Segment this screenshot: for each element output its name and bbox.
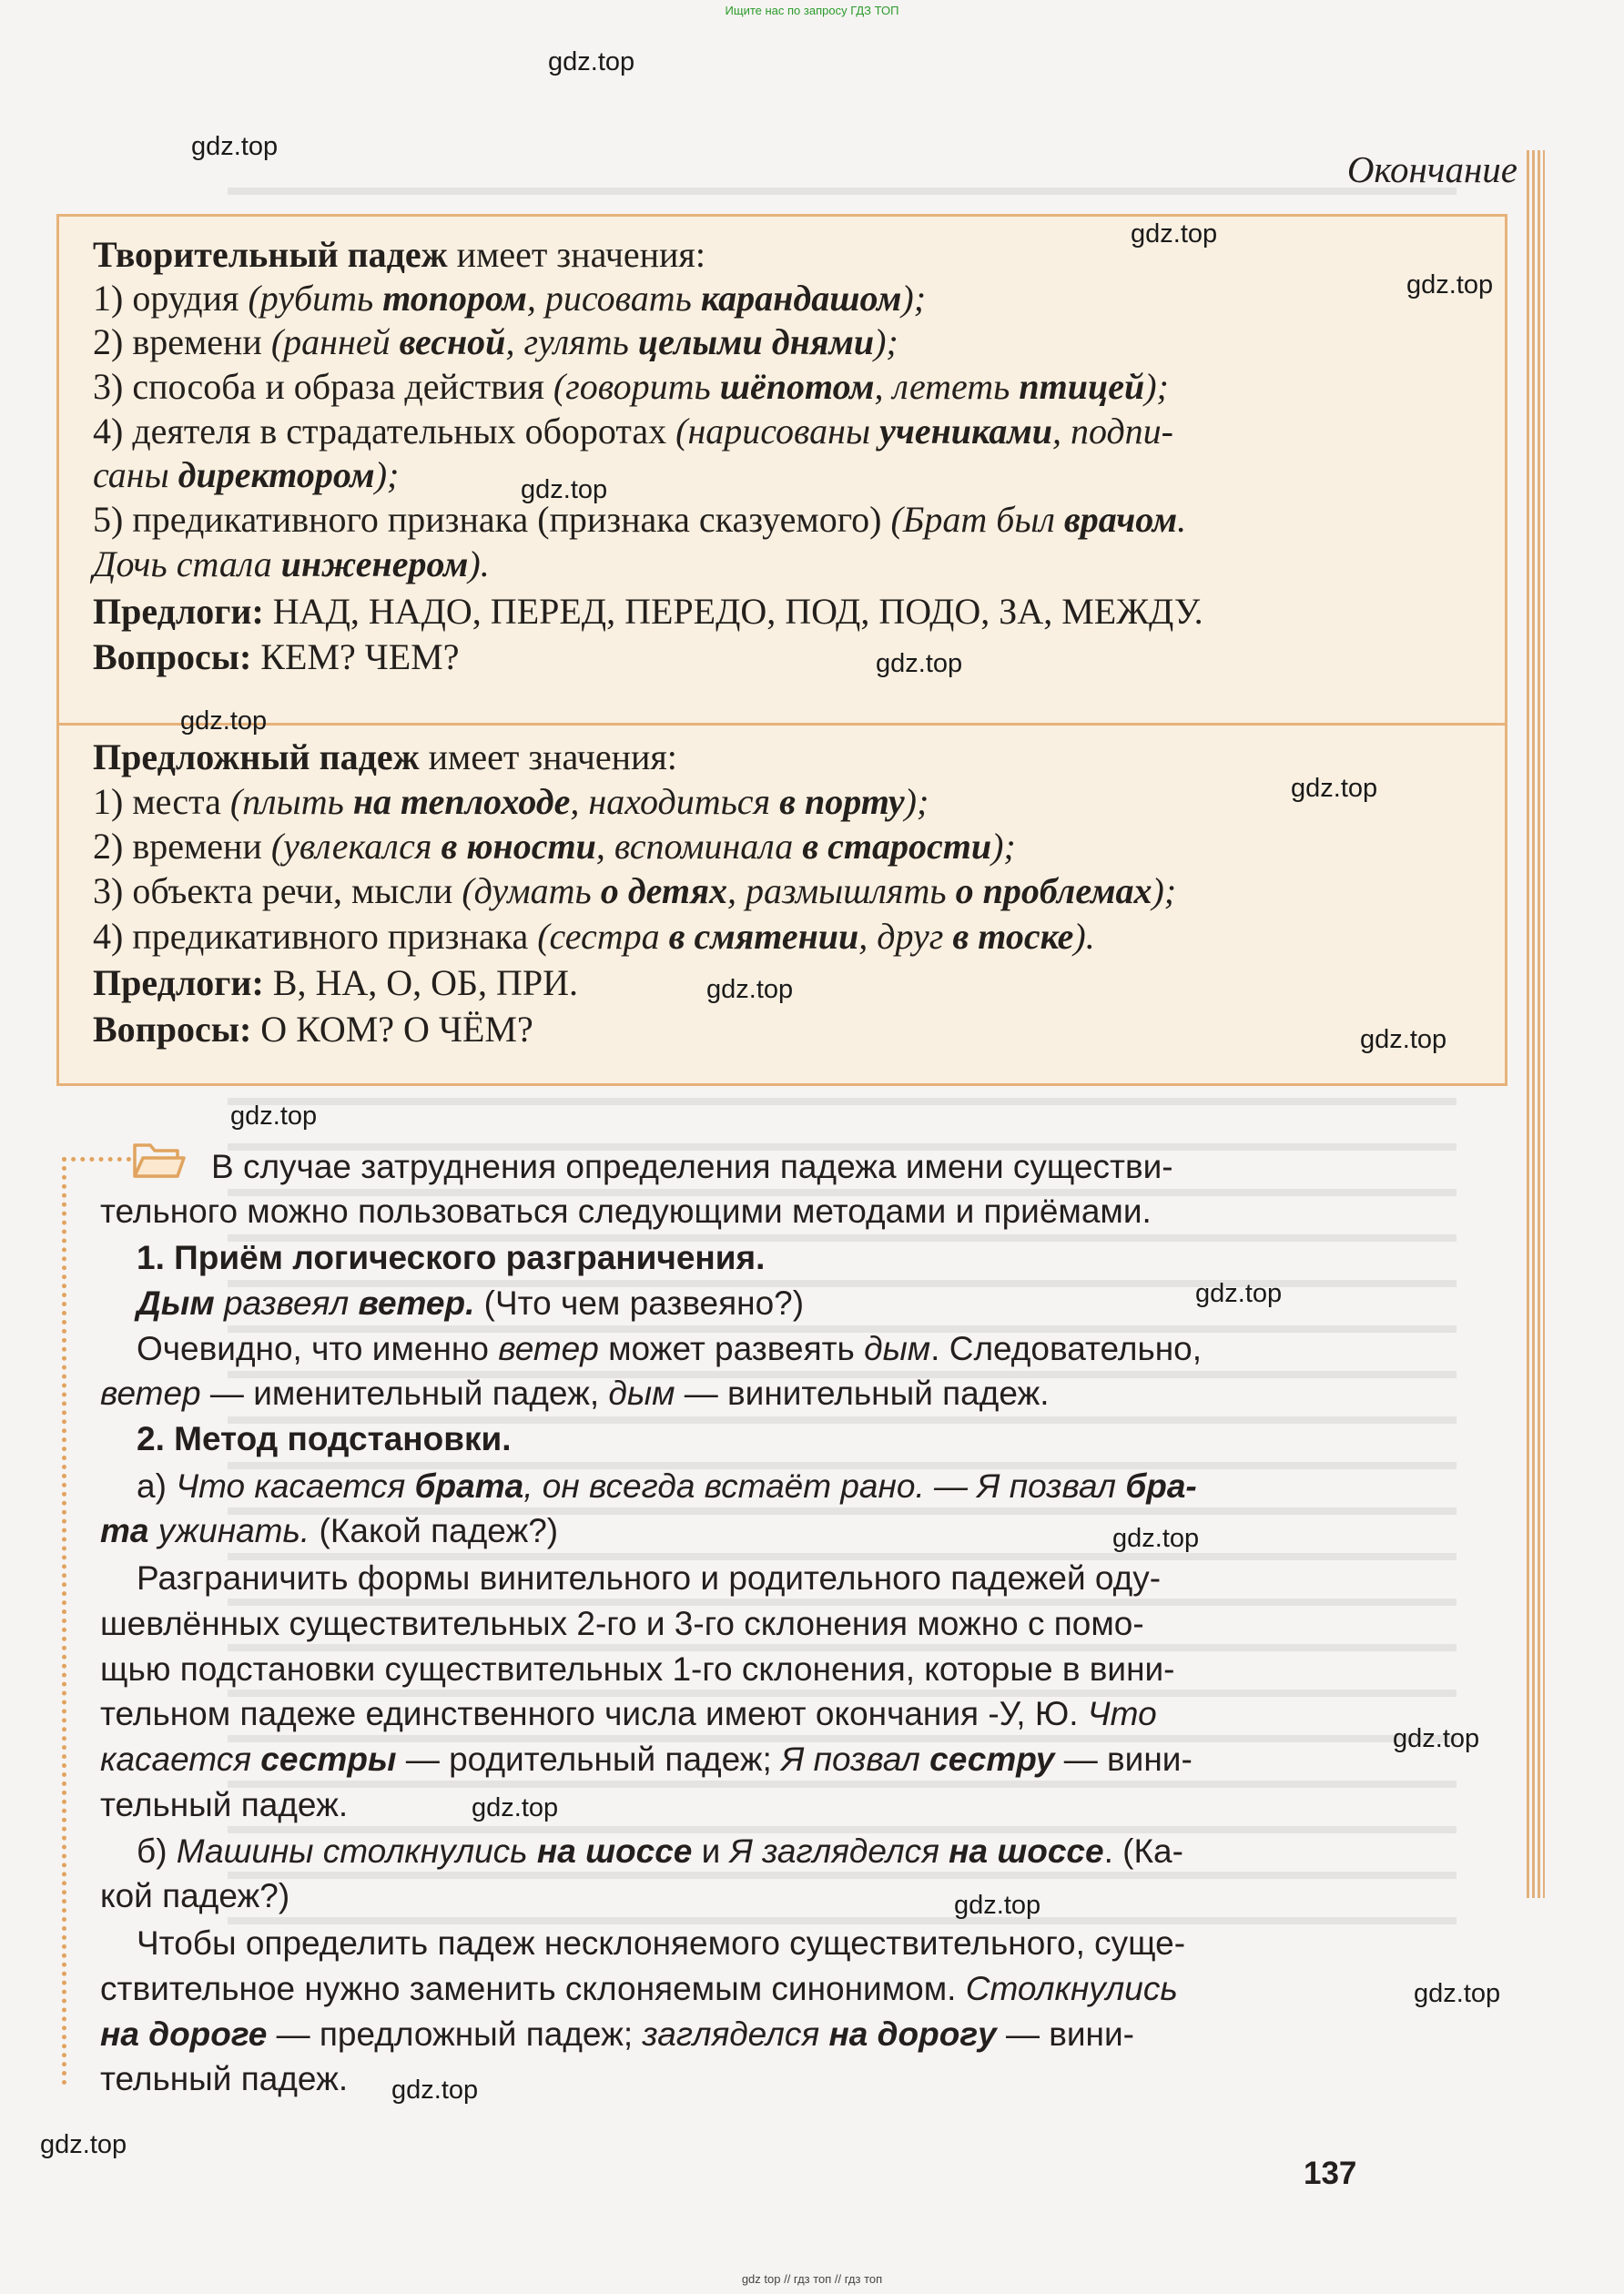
- method-2-text-6: тельный падеж.: [100, 1786, 349, 1823]
- method-2-example-a: а) Что касается брата, он всегда встаёт рано. — Я позвал бра-: [137, 1467, 1197, 1505]
- watermark: gdz.top: [191, 132, 279, 161]
- watermark: gdz.top: [180, 706, 268, 736]
- folder-icon: [132, 1138, 187, 1180]
- instrumental-item-5: 5) предикативного признака (признака сказуемого) (Брат был врачом.: [93, 499, 1187, 540]
- watermark: gdz.top: [1195, 1279, 1283, 1308]
- method-2-text-3: щью подстановки существительных 1-го склонения, которые в вини-: [100, 1650, 1175, 1688]
- instrumental-item-4: 4) деятеля в страдательных оборотах (нарисованы учениками, подпи-: [93, 411, 1173, 452]
- instrumental-title: Творительный падеж имеет значения:: [93, 234, 705, 275]
- dotted-border-top: [62, 1157, 131, 1162]
- prepositional-item-1: 1) места (плыть на теплоходе, находиться в порту);: [93, 781, 929, 822]
- method-2-text-8: ствительное нужно заменить склоняемым синонимом. Столкнулись: [100, 1970, 1178, 2007]
- bottom-note: gdz top // гдз топ // гдз топ: [741, 2272, 883, 2286]
- dotted-border-left: [62, 1157, 66, 2086]
- method-2-example-a-cont: та ужинать. (Какой падеж?): [100, 1512, 559, 1549]
- method-2-text-4: тельном падеже единственного числа имеют окончания -У, Ю. Что: [100, 1695, 1157, 1732]
- watermark: gdz.top: [876, 649, 963, 678]
- prepositional-item-4: 4) предикативного признака (сестра в смятении, друг в тоске).: [93, 916, 1095, 957]
- instrumental-item-4-cont: саны директором);: [93, 454, 400, 495]
- prepositional-title: Предложный падеж имеет значения:: [93, 736, 677, 777]
- method-2-text-7: Чтобы определить падеж несклоняемого существительного, суще-: [137, 1924, 1186, 1962]
- watermark: gdz.top: [706, 975, 794, 1004]
- watermark: gdz.top: [521, 475, 608, 504]
- watermark: gdz.top: [954, 1891, 1041, 1920]
- prepositional-questions: Вопросы: О КОМ? О ЧЁМ?: [93, 1009, 533, 1050]
- top-note: Ищите нас по запросу ГДЗ ТОП: [725, 4, 899, 17]
- watermark: gdz.top: [1414, 1979, 1501, 2008]
- watermark: gdz.top: [230, 1101, 318, 1131]
- prepositional-item-2: 2) времени (увлекался в юности, вспоминала в старости);: [93, 826, 1016, 867]
- instrumental-item-5-cont: Дочь стала инженером).: [93, 543, 490, 584]
- watermark: gdz.top: [391, 2076, 479, 2105]
- method-2-example-b: б) Машины столкнулись на шоссе и Я загляделся на шоссе. (Ка-: [137, 1832, 1183, 1870]
- method-1-title: 1. Приём логического разграничения.: [137, 1239, 766, 1276]
- method-1-text-2: ветер — именительный падеж, дым — винительный падеж.: [100, 1375, 1050, 1412]
- watermark: gdz.top: [1291, 774, 1378, 803]
- decorative-side-bar: [1527, 150, 1545, 1898]
- method-1-text-1: Очевидно, что именно ветер может развеять дым. Следовательно,: [137, 1330, 1203, 1367]
- page-heading: Окончание: [1346, 148, 1517, 190]
- prepositional-item-3: 3) объекта речи, мысли (думать о детях, размышлять о проблемах);: [93, 870, 1177, 911]
- watermark: gdz.top: [472, 1793, 559, 1822]
- method-2-text-9: на дороге — предложный падеж; загляделся на дорогу — вини-: [100, 2015, 1134, 2053]
- watermark: gdz.top: [1393, 1724, 1480, 1753]
- instrumental-questions: Вопросы: КЕМ? ЧЕМ?: [93, 636, 460, 677]
- method-2-text-2: шевлённых существительных 2-го и 3-го склонения можно с помо-: [100, 1605, 1144, 1642]
- watermark: gdz.top: [1360, 1025, 1447, 1054]
- section-intro-1: В случае затруднения определения падежа имени существи-: [211, 1148, 1173, 1185]
- method-2-title: 2. Метод подстановки.: [137, 1420, 512, 1457]
- watermark: gdz.top: [548, 47, 635, 76]
- watermark: gdz.top: [40, 2130, 127, 2159]
- method-1-example: Дым развеял ветер. (Что чем развеяно?): [137, 1284, 805, 1322]
- prepositional-prepositions: Предлоги: В, НА, О, ОБ, ПРИ.: [93, 962, 579, 1003]
- method-2-text-1: Разграничить формы винительного и родительного падежей оду-: [137, 1559, 1162, 1597]
- instrumental-item-1: 1) орудия (рубить топором, рисовать карандашом);: [93, 278, 927, 319]
- watermark: gdz.top: [1406, 270, 1494, 299]
- method-2-text-5: касается сестры — родительный падеж; Я позвал сестру — вини-: [100, 1741, 1193, 1778]
- page-number: 137: [1304, 2156, 1357, 2191]
- method-2-example-b-cont: кой падеж?): [100, 1877, 290, 1914]
- instrumental-item-3: 3) способа и образа действия (говорить шёпотом, лететь птицей);: [93, 366, 1169, 407]
- watermark: gdz.top: [1112, 1524, 1200, 1553]
- method-2-text-10: тельный падеж.: [100, 2060, 349, 2097]
- instrumental-item-2: 2) времени (ранней весной, гулять целыми днями);: [93, 321, 898, 362]
- watermark: gdz.top: [1131, 219, 1218, 249]
- box-divider: [56, 723, 1507, 726]
- section-intro-2: тельного можно пользоваться следующими методами и приёмами.: [100, 1193, 1152, 1230]
- instrumental-prepositions: Предлоги: НАД, НАДО, ПЕРЕД, ПЕРЕДО, ПОД, ПОДО, ЗА, МЕЖДУ.: [93, 591, 1203, 632]
